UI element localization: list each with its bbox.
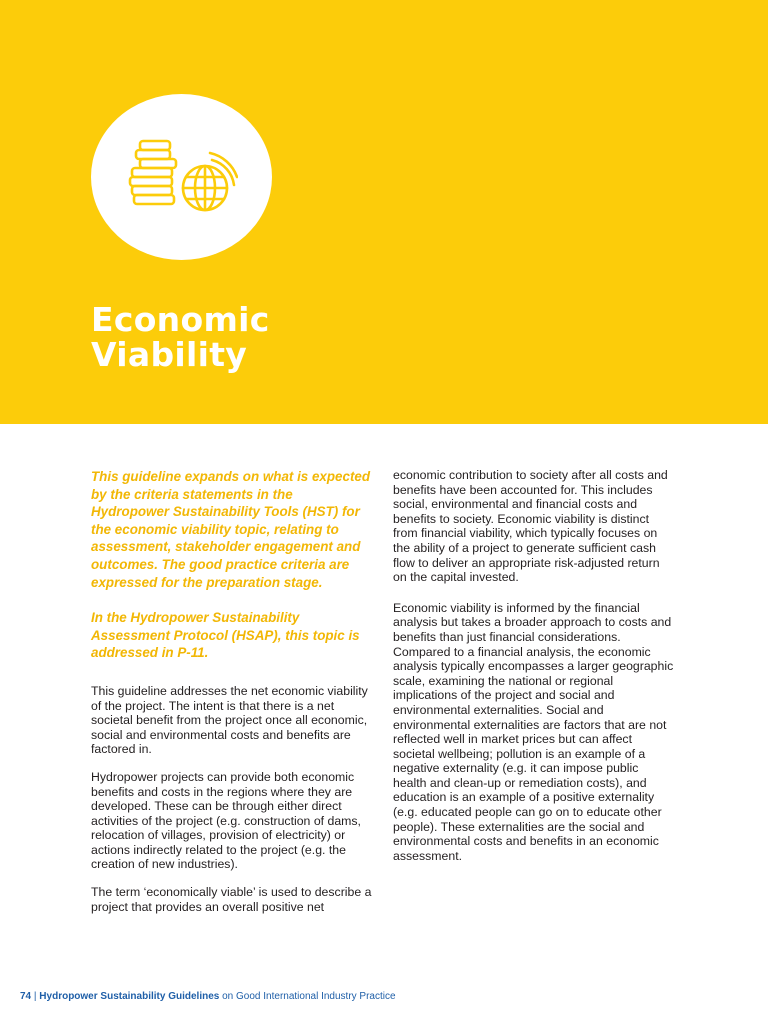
title-line-1: Economic <box>91 300 270 339</box>
footer-separator: | <box>33 991 37 1002</box>
icon-badge <box>91 94 272 260</box>
page-number: 74 <box>20 991 32 1002</box>
publication-title: Hydropower Sustainability Guidelines <box>39 991 220 1002</box>
body-paragraph: economic contribution to society after all costs and benefits have been accounted for. This includes social, environmental and financial costs and benefits to society. Economic viability is distinct from financial viability, which typically focuses on the ability of a project to generate sufficient cash flow to deliver an appropriate risk-adjusted return on the capital invested. <box>393 468 668 585</box>
intro-paragraph-2: In the Hydropower Sustainability Assessment Protocol (HSAP), this topic is addressed in P-11. <box>91 610 360 661</box>
coins-and-globe-icon <box>126 137 238 217</box>
left-column <box>91 468 373 927</box>
header-banner <box>0 0 768 424</box>
title-line-2: Viability <box>91 335 248 374</box>
body-paragraph: This guideline addresses the net economic viability of the project. The intent is that there is a net societal benefit from the project once all economic, social and environmental costs and benefits are factored in. <box>91 683 368 757</box>
intro-paragraph-1: This guideline expands on what is expected by the criteria statements in the Hydropower Sustainability Tools (HST) for the economic viability topic, relating to assessment, stakeholder engagement and outcomes. The good practice criteria are expressed for the preparation stage. <box>91 469 371 590</box>
page-footer <box>20 991 396 1002</box>
page-title <box>91 302 270 372</box>
body-paragraph: Hydropower projects can provide both economic benefits and costs in the regions where they are developed. These can be through either direct activities of the project (e.g. construction of dams, relocation of villages, provision of electricity) or actions indirectly related to the project (e.g. the creation of new industries). <box>91 769 361 872</box>
right-column <box>393 468 675 876</box>
body-paragraph: Economic viability is informed by the financial analysis but takes a broader approach to costs and benefits than just financial considerations. Compared to a financial analysis, the economic analysis typically encompasses a larger geographic scale, examining the national or regional implications of the project and social and environmental externalities. Social and environmental externalities are factors that are not reflected well in market prices but can affect societal wellbeing; pollution is an example of a negative externality (e.g. it can impose public health and clean-up or remediation costs), and education is an example of a positive externality (e.g. educated people can go on to educate other people). These externalities are the social and environmental costs and benefits in an economic assessment. <box>393 600 674 863</box>
body-paragraph: The term ‘economically viable’ is used to describe a project that provides an overall positive net <box>91 885 372 914</box>
publication-subtitle: on Good International Industry Practice <box>222 991 396 1002</box>
